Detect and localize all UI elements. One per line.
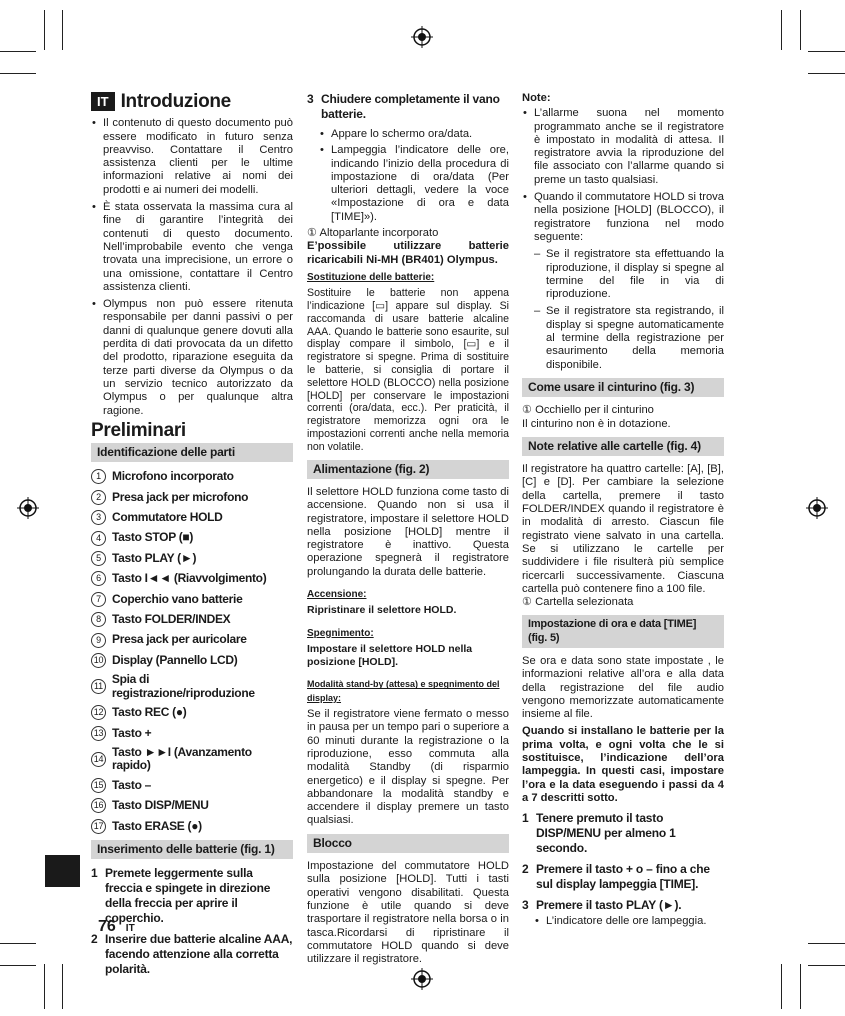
list-item: • Appare lo schermo ora/data. (307, 128, 509, 141)
crop-mark (781, 10, 782, 50)
battery-step: 2 Inserire due batterie alcaline AAA, facendo attenzione alla corretta polarità. (91, 932, 293, 977)
list-item: 10 Display (Pannello LCD) (91, 653, 293, 668)
list-item: 2 Presa jack per microfono (91, 490, 293, 505)
list-item: 17 Tasto ERASE (●) (91, 819, 293, 834)
intro-bullet: • Olympus non può essere ritenuta responsabile per danni passivi o per danni di qualunque genere dovuti alla perdita di dati provocata da un difetto del prodotto, riparazione eseguita da terze parti diverse da Olympus o da un servizio tecnico autorizzato da Olympus o per qualunque altra ragione. (91, 298, 293, 418)
list-item: • L’indicatore delle ore lampeggia. (522, 915, 724, 928)
crop-mark (44, 10, 45, 50)
crop-mark (0, 73, 36, 74)
crop-mark (808, 943, 845, 944)
note-dash-item: – Se il registratore sta effettuando la riproduzione, il display si spegne al termine del file in via di riproduzione. (522, 248, 724, 301)
list-item: 16 Tasto DISP/MENU (91, 798, 293, 813)
crop-mark (0, 943, 36, 944)
folders-heading: Note relative alle cartelle (fig. 4) (522, 437, 724, 456)
intro-bullet: • È stata osservata la massima cura al fine di garantire l’integrità dei contenuti di questo documento. Nell’improbabile evento che venga trovata una imprecisione, un errore o una omissione, contattare il Centro assistenza clienti. (91, 201, 293, 294)
crop-mark (0, 965, 36, 966)
time-text: Se ora e data sono state impostate , le informazioni relative all’ora e alla data della registrazione del file audio vengono memorizzate automaticamente insieme al file. (522, 654, 724, 721)
crop-mark (62, 964, 63, 1009)
replace-text: Sostituire le batterie non appena l’indicazione [▭] appare sul display. Si raccomanda di usare batterie alcaline AAA. Quando le batterie sono esaurite, sul display compare il simbolo, [▭] e il registratore si spegne. Prima di sostituire le batterie, si consiglia di portare il selettore HOLD (BLOCCO) nella posizione [HOLD] per conservare le impostazioni correnti (ora/data, ecc.). Per praticità, il registratore memorizza ogni ora le impostazioni correnti anche nella memoria non volatile. (307, 287, 509, 453)
list-item: 14 Tasto ►►I (Avanzamento rapido) (91, 746, 293, 773)
intro-bullet: • Il contenuto di questo documento può essere modificato in futuro senza preavviso. Contattare il Centro assistenza clienti per le ultime informazioni relative ai nomi dei prodotti e ai numeri dei modelli. (91, 117, 293, 197)
crop-mark (800, 964, 801, 1009)
time-bold-note: Quando si installano le batterie per la prima volta, e ogni volta che le si sostituisce, l’indicazione dell’ora lampeggia. In questi casi, impostare l’ora e la data eseguendo i passi da 4 a 7 descritti sotto. (522, 725, 724, 804)
list-item: 6 Tasto I◄◄ (Riavvolgimento) (91, 571, 293, 586)
power-text: Il selettore HOLD funziona come tasto di accensione. Quando non si usa il registratore, impostare il selettore HOLD nella posizione [HOLD] mentre il registratore è inattivo. Questa operazione spegnerà il registratore prolungando la durata delle batterie. (307, 485, 509, 578)
section-thumb-tab (45, 855, 80, 887)
folders-text: Il registratore ha quattro cartelle: [A], [B], [C] e [D]. Per cambiare la selezione della cartella, premere il tasto FOLDER/INDEX quando il registratore è in modalità di arresto. Ciascun file registrato viene salvato in una cartella. Se si utilizzano le cartelle per suddividere i file risulterà più semplice ricercarli successivamente. Ciascuna cartella può contenere fino a 100 file. (522, 463, 724, 595)
standby-heading: Modalità stand-by (attesa) e spegnimento del display: (307, 679, 500, 703)
folders-selected: ① Cartella selezionata (522, 596, 634, 609)
power-off-text: Impostare il selettore HOLD nella posizione [HOLD]. (307, 642, 473, 669)
battery-step: 1 Premete leggermente sulla freccia e spingete in direzione della freccia per aprire il coperchio. (91, 866, 271, 926)
prelim-title: Preliminari (91, 419, 186, 441)
speaker-label: ① Altoparlante incorporato (307, 227, 439, 240)
power-off-heading: Spegnimento: (307, 627, 374, 639)
page-footer (98, 918, 135, 936)
lock-text: Impostazione del commutatore HOLD sulla posizione [HOLD]. Tutti i tasti operativi vengono disabilitati. Questa funzione è utile quando si deve trasportare il registratore nella borsa o in tasca.Ricordarsi di ripristinare il commutatore HOLD quando si deve utilizzare il registratore. (307, 860, 509, 966)
registration-mark-icon (411, 968, 433, 990)
note-bullet: • L’allarme suona nel momento programmato anche se il registratore è impostato in modalità di attesa. Il registratore avvia la riproduzione del file associato con l’allarme quando si preme un tasto qualsiasi. (522, 107, 724, 187)
crop-mark (62, 10, 63, 50)
crop-mark (800, 10, 801, 50)
list-item: 7 Coperchio vano batterie (91, 592, 293, 607)
parts-list (91, 469, 293, 833)
list-item: 3 Commutatore HOLD (91, 510, 293, 525)
strap-heading: Come usare il cinturino (fig. 3) (522, 378, 724, 397)
crop-mark (808, 51, 845, 52)
time-step: 1 Tenere premuto il tasto DISP/MENU per almeno 1 secondo. (522, 811, 676, 856)
crop-mark (44, 964, 45, 1009)
battery-heading: Inserimento delle batterie (fig. 1) (91, 840, 293, 859)
column-right (522, 92, 724, 932)
time-step: 2 Premere il tasto + o – fino a che sul display lampeggia [TIME]. (522, 862, 710, 892)
column-middle (307, 92, 509, 966)
standby-text: Se il registratore viene fermato o messo in pausa per un tempo pari o superiore a 60 minuti durante la registrazione o la riproduzione, esso commuta alla modalità Standby (di risparmio energetico) e il display si spegne. Per abbandonare la modalità standby e accendere il display premere un tasto qualsiasi. (307, 708, 509, 827)
list-item: 9 Presa jack per auricolare (91, 633, 293, 648)
power-on-heading: Accensione: (307, 589, 367, 600)
strap-line: ① Occhiello per il cinturino (522, 404, 654, 417)
list-item: 15 Tasto – (91, 778, 293, 793)
list-item: 11 Spia di registrazione/riproduzione (91, 673, 293, 700)
list-item: 4 Tasto STOP (■) (91, 531, 293, 546)
power-on-text: Ripristinare il selettore HOLD. (307, 604, 457, 617)
list-item: 1 Microfono incorporato (91, 469, 293, 484)
time-heading: Impostazione di ora e data [TIME] (fig. 5) (522, 615, 724, 648)
footer-language: IT (125, 923, 135, 934)
intro-title: Introduzione (120, 91, 231, 112)
power-heading: Alimentazione (fig. 2) (307, 460, 509, 479)
note-dash-item: – Se il registratore sta registrando, il display si spegne automaticamente al termine della registrazione per esaurimento della memoria disponibile. (522, 305, 724, 371)
list-item: 5 Tasto PLAY (►) (91, 551, 293, 566)
note-bullet: • Quando il commutatore HOLD si trova nella posizione [HOLD] (BLOCCO), il registratore funziona nel modo seguente: (522, 191, 724, 244)
language-badge: IT (91, 92, 115, 111)
replace-heading: Sostituzione delle batterie: (307, 271, 435, 283)
crop-mark (0, 51, 36, 52)
lock-heading: Blocco (307, 834, 509, 853)
crop-mark (781, 964, 782, 1009)
list-item: 13 Tasto + (91, 726, 293, 741)
time-step: 3 Premere il tasto PLAY (►). (522, 898, 682, 913)
rechargeable-note: E’possibile utilizzare batterie ricaricabili Ni-MH (BR401) Olympus. (307, 240, 509, 266)
column-left (91, 92, 293, 983)
intro-heading-row (91, 92, 293, 111)
battery-step: 3 Chiudere completamente il vano batterie. (307, 92, 500, 121)
crop-mark (808, 73, 845, 74)
registration-mark-icon (17, 497, 39, 519)
registration-mark-icon (411, 26, 433, 48)
list-item: 12 Tasto REC (●) (91, 705, 293, 720)
list-item: 8 Tasto FOLDER/INDEX (91, 612, 293, 627)
strap-line: Il cinturino non è in dotazione. (522, 417, 671, 430)
note-heading: Note: (522, 92, 551, 104)
page-number: 76 (98, 918, 116, 935)
list-item: • Lampeggia l’indicatore delle ore, indicando l’inizio della procedura di impostazione di ora/data (Per ulteriori dettagli, vedere la voce «Impostazione di ora e data [TIME]»). (307, 144, 509, 224)
registration-mark-icon (806, 497, 828, 519)
parts-heading: Identificazione delle parti (91, 443, 293, 462)
crop-mark (808, 965, 845, 966)
